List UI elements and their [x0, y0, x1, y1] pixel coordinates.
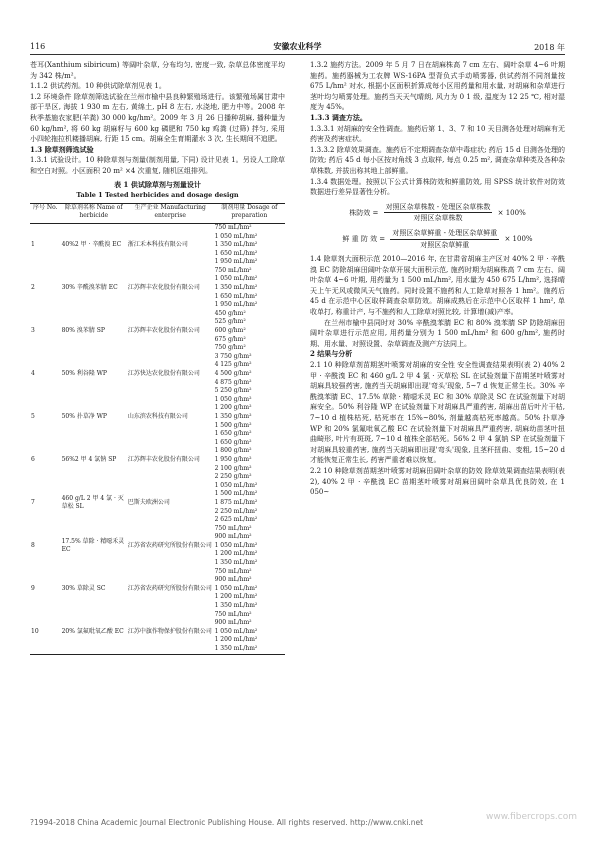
dosage-value: 4 875 g/hm²	[214, 378, 252, 386]
section-1-4-paragraph-2: 在兰州市榆中县同时对 30% 辛酰溴苯腈 EC 和 80% 溴苯腈 SP 防除胡麻田阔叶杂草进行示范应用, 用药量分别为 1 500 mL/hm² 和 600 g/hm², 施药时期、用水量、对照设置、杂草调查及测产方法同上。	[310, 318, 565, 348]
dosage-value: 4 500 g/hm²	[214, 370, 252, 377]
cell-dosages	[214, 568, 285, 611]
header-name: 除草剂名称 Name of herbicide	[61, 203, 127, 223]
dosage-value: 1 350 mL/hm²	[214, 645, 258, 652]
dosage-value: 2 100 g/hm²	[214, 464, 252, 472]
cell-no: 2	[31, 284, 35, 292]
cell-herbicide-name: 17.5% 草除 · 精噁禾灵 EC	[61, 537, 125, 554]
dosage-value: 2 625 mL/hm²	[214, 516, 258, 524]
watermark: www.fibercrops.com	[486, 812, 577, 822]
dosage-value: 1 050 mL/hm²	[214, 584, 258, 592]
dosage-value: 900 mL/hm²	[214, 619, 252, 627]
dosage-value: 1 650 mL/hm²	[214, 249, 258, 257]
dosage-value: 1 200 mL/hm²	[214, 550, 258, 558]
formula2-numerator: 对照区杂草鲜重 - 处理区杂草鲜重	[390, 228, 499, 240]
header-no: 序号 No.	[30, 203, 61, 223]
dosage-value: 1 200 mL/hm²	[214, 593, 258, 601]
dosage-value: 750 mL/hm²	[214, 567, 252, 575]
cell-manufacturer: 江苏辉丰农化股份有限公司	[127, 327, 200, 335]
cell-dosages	[214, 611, 285, 654]
cell-manufacturer: 江苏快达农化股份有限公司	[127, 370, 200, 377]
dosage-value: 1 350 mL/hm²	[214, 559, 258, 567]
dosage-value: 2 250 g/hm²	[214, 473, 252, 481]
formula1-right: × 100%	[497, 208, 526, 217]
cell-manufacturer: 江苏省农药研究所股份有限公司	[127, 584, 212, 592]
table-row	[30, 525, 285, 568]
dosage-value: 900 mL/hm²	[214, 576, 252, 584]
header-maker: 生产企业 Manufacturing enterprise	[127, 203, 214, 223]
cell-herbicide-name: 56%2 甲 4 氯钠 SP	[61, 455, 117, 463]
dosage-value: 600 g/hm²	[214, 327, 246, 335]
table-row	[30, 396, 285, 439]
dosage-value: 1 350 mL/hm²	[214, 284, 258, 292]
dosage-value: 1 350 mL/hm²	[214, 241, 258, 249]
cell-no: 6	[31, 455, 35, 463]
cell-herbicide-name: 50% 扑草净 WP	[61, 412, 107, 420]
cell-no: 3	[31, 327, 35, 335]
cell-manufacturer: 江苏辉丰农化股份有限公司	[127, 284, 200, 292]
dosage-value: 1 875 mL/hm²	[214, 498, 258, 506]
section-2-2: 2.2 10 种除草剂苗期茎叶喷雾对胡麻田阔叶杂草的防效 除草效果调查结果表明(表 2), 40% 2 甲 · 辛酰溴 EC 苗期茎叶喷雾对胡麻田阔叶杂草具优良防效, 在 1 050~	[310, 466, 565, 497]
cell-manufacturer: 巴斯夫欧洲公司	[127, 498, 170, 506]
cell-herbicide-name: 30% 辛酰溴苯腈 EC	[61, 284, 118, 292]
dosage-value: 3 750 g/hm²	[214, 352, 252, 360]
table-row	[30, 439, 285, 482]
cell-herbicide-name: 50% 利谷隆 WP	[61, 370, 107, 377]
section-2-1: 2.1 10 种除草剂苗期茎叶喷雾对胡麻的安全性 安全性调查结果表明(表 2) 40% 2 甲 · 辛酰溴 EC 和 460 g/L 2 甲 4 氯 · 灭草松 SL 在试验剂量下苗期茎叶喷雾对胡麻具较强药害, 施药当天胡麻即出现'弯头'现象, 5~7 d 恢复正常生长。30% 辛酰溴苯腈 EC、17.5% 草除 · 精噁禾灵 EC 和 30% 草除灵 SC 在试验剂量下对胡麻安全。50% 利谷隆 WP 在试验剂量下对胡麻具严重药害, 胡麻出苗后叶片干枯, 7~10 d 植株枯死, 枯死率在 15%~80%, 剂量越高枯死率越高。50% 扑草净 WP 和 20% 氯氟吡氧乙酸 EC 在试验剂量下对胡麻具严重药害, 胡麻幼苗茎叶扭曲畸形, 叶片有斑斑, 7~10 d 植株全部枯死。56% 2 甲 4 氯钠 SP 在试验剂量下对胡麻具较重药害, 施药当天胡麻即出现'弯头'现象, 且茎秆扭曲、变粗, 15~20 d 才能恢复正常生长, 药害严重者难以恢复。	[310, 361, 565, 465]
journal-name: 安徽农业科学	[273, 41, 322, 51]
dosage-value: 750 g/hm²	[214, 344, 246, 352]
table-row	[30, 267, 285, 310]
cell-manufacturer: 江苏辉丰农化股份有限公司	[127, 455, 200, 463]
cell-no: 7	[31, 498, 35, 506]
formula-fresh-weight-control	[310, 228, 565, 250]
dosage-value: 1 500 g/hm²	[214, 421, 252, 429]
dosage-value: 1 350 mL/hm²	[214, 602, 258, 610]
dosage-value: 1 950 mL/hm²	[214, 301, 258, 309]
journal-year: 2018 年	[534, 43, 565, 52]
section-1-3-heading: 1.3 除草剂筛选试验	[30, 144, 94, 154]
table-header-row	[30, 203, 285, 223]
cell-no: 1	[31, 241, 35, 249]
table-row	[30, 353, 285, 396]
right-column	[310, 60, 565, 498]
section-1-3-3-1: 1.3.3.1 对胡麻的安全性调查。施药后第 1、3、7 和 10 天目测各处理对胡麻有无药害及药害症状。	[310, 124, 565, 144]
table-row	[30, 611, 285, 654]
dosage-value: 900 mL/hm²	[214, 533, 252, 541]
formula2-fraction	[390, 228, 499, 250]
formula1-numerator: 对照区杂草株数 - 处理区杂草株数	[384, 202, 493, 214]
dosage-value: 1 950 g/hm²	[214, 455, 252, 463]
cell-no: 4	[31, 370, 35, 377]
cell-dosages	[214, 396, 285, 439]
cell-dosages	[214, 482, 285, 525]
formula-plant-control	[310, 202, 565, 224]
dosage-value: 1 650 g/hm²	[214, 430, 252, 438]
formula1-fraction	[384, 202, 493, 224]
cell-dosages	[214, 267, 285, 310]
formula2-right: × 100%	[504, 235, 533, 243]
dosage-value: 1 050 mL/hm²	[214, 275, 258, 283]
table-caption-cn: 表 1 供试除草剂与剂量设计	[114, 179, 201, 189]
table-caption-en: Table 1 Tested herbicides and dosage design	[76, 191, 239, 200]
section-1-3-4: 1.3.4 数据处理。按照以下公式计算株防效和鲜重防效, 用 SPSS 统计软件对防效数据进行差异显著性分析。	[310, 177, 565, 197]
cell-manufacturer: 浙江禾本科技有限公司	[127, 241, 188, 249]
dosage-value: 750 mL/hm²	[214, 266, 252, 274]
section-2-heading: 2 结果与分析	[310, 349, 353, 359]
intro-paragraph: 苍耳(Xanthium sibiricum) 等阔叶杂草, 分布均匀, 密度一致, 杂草总体密度平均为 342 株/m²。	[30, 61, 285, 80]
cell-herbicide-name: 80% 溴苯腈 SP	[61, 327, 105, 335]
formula1-denominator: 对照区杂草株数	[413, 214, 463, 223]
cell-dosages	[214, 223, 285, 266]
table-body	[30, 223, 285, 654]
header-dose: 制剂用量 Dosage of preparation	[214, 203, 285, 223]
cell-herbicide-name: 40%2 甲 · 辛酰溴 EC	[61, 241, 122, 249]
page-header	[30, 40, 565, 55]
herbicide-table	[30, 203, 285, 655]
cell-no: 8	[31, 541, 35, 549]
dosage-value: 525 g/hm²	[214, 318, 246, 326]
cell-dosages	[214, 353, 285, 396]
section-1-3-3: 1.3.3 调查方法。	[310, 112, 367, 122]
formula1-left: 株防效 =	[349, 208, 379, 217]
table-row	[30, 568, 285, 611]
section-1-3-1: 1.3.1 试验设计。10 种除草剂与剂量(制剂用量, 下同) 设计见表 1。另设人工除草和空白对照。小区面积 20 m² ×4 次重复, 随机区组排列。	[30, 156, 285, 175]
table-row	[30, 223, 285, 266]
section-1-1-2: 1.1.2 供试药剂。10 种供试除草剂见表 1。	[30, 82, 166, 91]
cell-no: 10	[30, 611, 61, 654]
dosage-value: 5 250 g/hm²	[214, 387, 252, 395]
cell-herbicide-name: 20% 氯氟吡氧乙酸 EC	[61, 611, 127, 654]
cell-dosages	[214, 439, 285, 482]
table-row	[30, 310, 285, 353]
cell-herbicide-name: 460 g/L 2 甲 4 氯 · 灭草松 SL	[61, 494, 124, 511]
dosage-value: 750 mL/hm²	[214, 524, 252, 532]
table-row	[30, 482, 285, 525]
left-column	[30, 60, 285, 655]
cell-manufacturer: 山东滨农科技有限公司	[127, 412, 188, 420]
dosage-value: 1 650 mL/hm²	[214, 292, 258, 300]
dosage-value: 1 050 mL/hm²	[214, 541, 258, 549]
section-1-2: 1.2 环境条件 除草剂筛选试验在兰州市榆中县良种繁殖场进行。该繁殖场属甘肃中部干旱区, 海拔 1 930 m 左右, 黄绵土, pH 8 左右, 水浇地, 肥力中等。2008 年秋季基施农家肥(羊粪) 30 000 kg/hm²。2009 年 3 月 26 日播种胡麻, 播种量为 60 kg/hm², 将 60 kg 胡麻籽与 600 kg 磷肥和 750 kg 鸡粪 (过筛) 拌匀, 采用小四轮拖拉机耧播胡麻, 行距 15 cm。胡麻全生育期灌水 3 次, 生长期间不追肥。	[30, 92, 285, 144]
cell-dosages	[214, 525, 285, 568]
dosage-value: 1 050 g/hm²	[214, 395, 252, 403]
dosage-value: 1 950 mL/hm²	[214, 258, 258, 266]
dosage-value: 750 mL/hm²	[214, 610, 252, 618]
cell-manufacturer: 江苏中旗作物保护股份有限公司	[127, 611, 214, 654]
formula2-denominator: 对照区杂草鲜重	[420, 240, 470, 249]
dosage-value: 1 650 g/hm²	[214, 438, 252, 446]
dosage-value: 750 mL/hm²	[214, 223, 252, 231]
cell-dosages	[214, 310, 285, 353]
section-1-3-3-2: 1.3.3.2 除草效果调查。施药后不定期调查杂草中毒症状; 药后 15 d 目测各处理的防效; 药后 45 d 每小区按对角线 3 点取样, 每点 0.25 m², 调查杂草种类及各种杂草株数, 并拔出称其地上部鲜重。	[310, 145, 565, 175]
section-1-3-2: 1.3.2 施药方法。2009 年 5 月 7 日在胡麻株高 7 cm 左右、阔叶杂草 4~6 叶期施药。施药器械为工农牌 WS-16PA 型背负式手动喷雾器, 供试药剂不同剂量按 675 L/hm² 对水, 根据小区面积折算成每小区用药量和用水量, 对胡麻和杂草进行茎叶均匀喷雾处理。施药当天天气晴朗, 风力为 0 1 级, 温度为 12 25 ℃, 相对湿度为 45%。	[310, 61, 565, 112]
dosage-value: 2 250 mL/hm²	[214, 507, 258, 515]
dosage-value: 675 g/hm²	[214, 335, 246, 343]
dosage-value: 1 200 mL/hm²	[214, 636, 258, 644]
dosage-value: 4 125 g/hm²	[214, 361, 252, 369]
section-1-4: 1.4 除草剂大面积示范 2010—2016 年, 在甘肃省胡麻主产区对 40% 2 甲 · 辛酰溴 EC 防除胡麻田阔叶杂草开展大面积示范, 施药时期为胡麻株高 7 cm 左右、阔叶杂草 4~6 叶期, 用药量为 1 500 mL/hm², 用水量为 450 675 L/hm², 选择晴天上午无风或微风天气施药。同时设置不施药和人工除草对照各 1 hm²。施药后 45 d 在示范中心区取样调查杂草防效。胡麻成熟后在示范中心区取样 1 hm², 单收单打, 称重计产, 与不施药和人工除草对照比较, 计算增(减)产率。	[310, 255, 565, 317]
formula2-left: 鲜 重 防 效 =	[342, 235, 386, 243]
copyright-footer: ?1994-2018 China Academic Journal Electronic Publishing House. All rights reserved. http://www.cnki.net	[30, 818, 424, 827]
dosage-value: 1 050 mL/hm²	[214, 232, 258, 240]
cell-no: 9	[31, 584, 35, 592]
cell-herbicide-name: 30% 草除灵 SC	[61, 584, 106, 592]
dosage-value: 1 350 g/hm²	[214, 412, 252, 420]
dosage-value: 1 050 mL/hm²	[214, 481, 258, 489]
cell-no: 5	[31, 412, 35, 420]
dosage-value: 450 g/hm²	[214, 309, 246, 317]
dosage-value: 1 500 mL/hm²	[214, 490, 258, 498]
page-number: 116	[30, 42, 46, 51]
dosage-value: 1 050 mL/hm²	[214, 627, 258, 635]
dosage-value: 1 800 g/hm²	[214, 447, 252, 455]
cell-manufacturer: 江苏省农药研究所股份有限公司	[127, 541, 212, 549]
dosage-value: 1 200 g/hm²	[214, 404, 252, 412]
